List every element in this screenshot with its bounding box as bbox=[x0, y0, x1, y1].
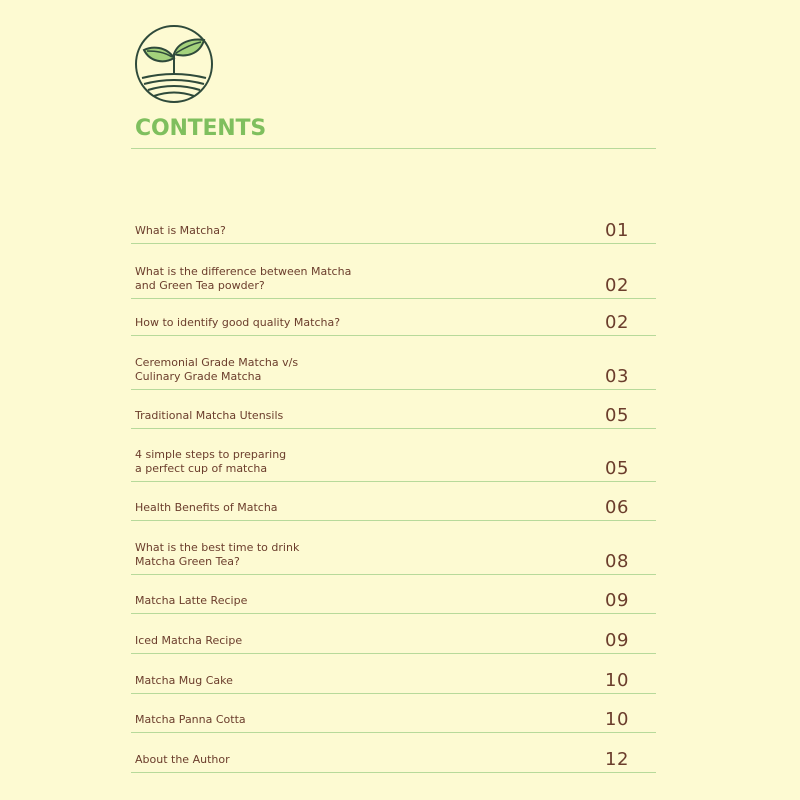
toc-entry-title: What is the difference between Matcha and Green Tea powder? bbox=[135, 265, 352, 292]
toc-entry[interactable] bbox=[131, 398, 656, 429]
title-divider bbox=[131, 148, 656, 149]
toc-entry-page: 01 bbox=[605, 220, 629, 241]
toc-entry-title: About the Author bbox=[135, 752, 230, 766]
toc-entry-title: Matcha Mug Cake bbox=[135, 673, 233, 687]
sprout-logo-icon bbox=[134, 24, 214, 104]
toc-entry[interactable] bbox=[131, 742, 656, 773]
toc-entry[interactable] bbox=[131, 623, 656, 654]
toc-entry-title: Traditional Matcha Utensils bbox=[135, 408, 284, 422]
toc-entry-title: Ceremonial Grade Matcha v/s Culinary Grade Matcha bbox=[135, 356, 299, 383]
toc-entry-page: 06 bbox=[605, 497, 629, 518]
toc-entry-page: 08 bbox=[605, 551, 629, 572]
toc-entry[interactable] bbox=[131, 702, 656, 733]
toc-entry-title: How to identify good quality Matcha? bbox=[135, 315, 341, 329]
toc-entry-page: 02 bbox=[605, 275, 629, 296]
toc-entry[interactable] bbox=[131, 214, 656, 244]
toc-entry[interactable] bbox=[131, 535, 656, 575]
toc-entry[interactable] bbox=[131, 443, 656, 482]
toc-entry[interactable] bbox=[131, 350, 656, 390]
toc-entry-title: What is Matcha? bbox=[135, 223, 226, 237]
toc-entry[interactable] bbox=[131, 258, 656, 299]
toc-entry-page: 10 bbox=[605, 709, 629, 730]
toc-entry-title: Matcha Panna Cotta bbox=[135, 712, 246, 726]
toc-entry-page: 12 bbox=[605, 749, 629, 770]
toc-entry-page: 09 bbox=[605, 630, 629, 651]
toc-entry-title: 4 simple steps to preparing a perfect cup of matcha bbox=[135, 448, 287, 475]
toc-entry[interactable] bbox=[131, 306, 656, 336]
toc-entry-page: 03 bbox=[605, 366, 629, 387]
toc-entry-title: What is the best time to drink Matcha Green Tea? bbox=[135, 541, 300, 568]
toc-entry-page: 09 bbox=[605, 590, 629, 611]
toc-entry-page: 05 bbox=[605, 405, 629, 426]
toc-entry[interactable] bbox=[131, 663, 656, 694]
toc-entry-title: Health Benefits of Matcha bbox=[135, 500, 278, 514]
page-title: CONTENTS bbox=[135, 116, 266, 141]
toc-entry-page: 05 bbox=[605, 458, 629, 479]
toc-entry[interactable] bbox=[131, 583, 656, 614]
toc-entry-title: Iced Matcha Recipe bbox=[135, 633, 243, 647]
toc-entry-page: 02 bbox=[605, 312, 629, 333]
toc-entry[interactable] bbox=[131, 491, 656, 521]
toc-entry-title: Matcha Latte Recipe bbox=[135, 593, 248, 607]
toc-entry-page: 10 bbox=[605, 670, 629, 691]
